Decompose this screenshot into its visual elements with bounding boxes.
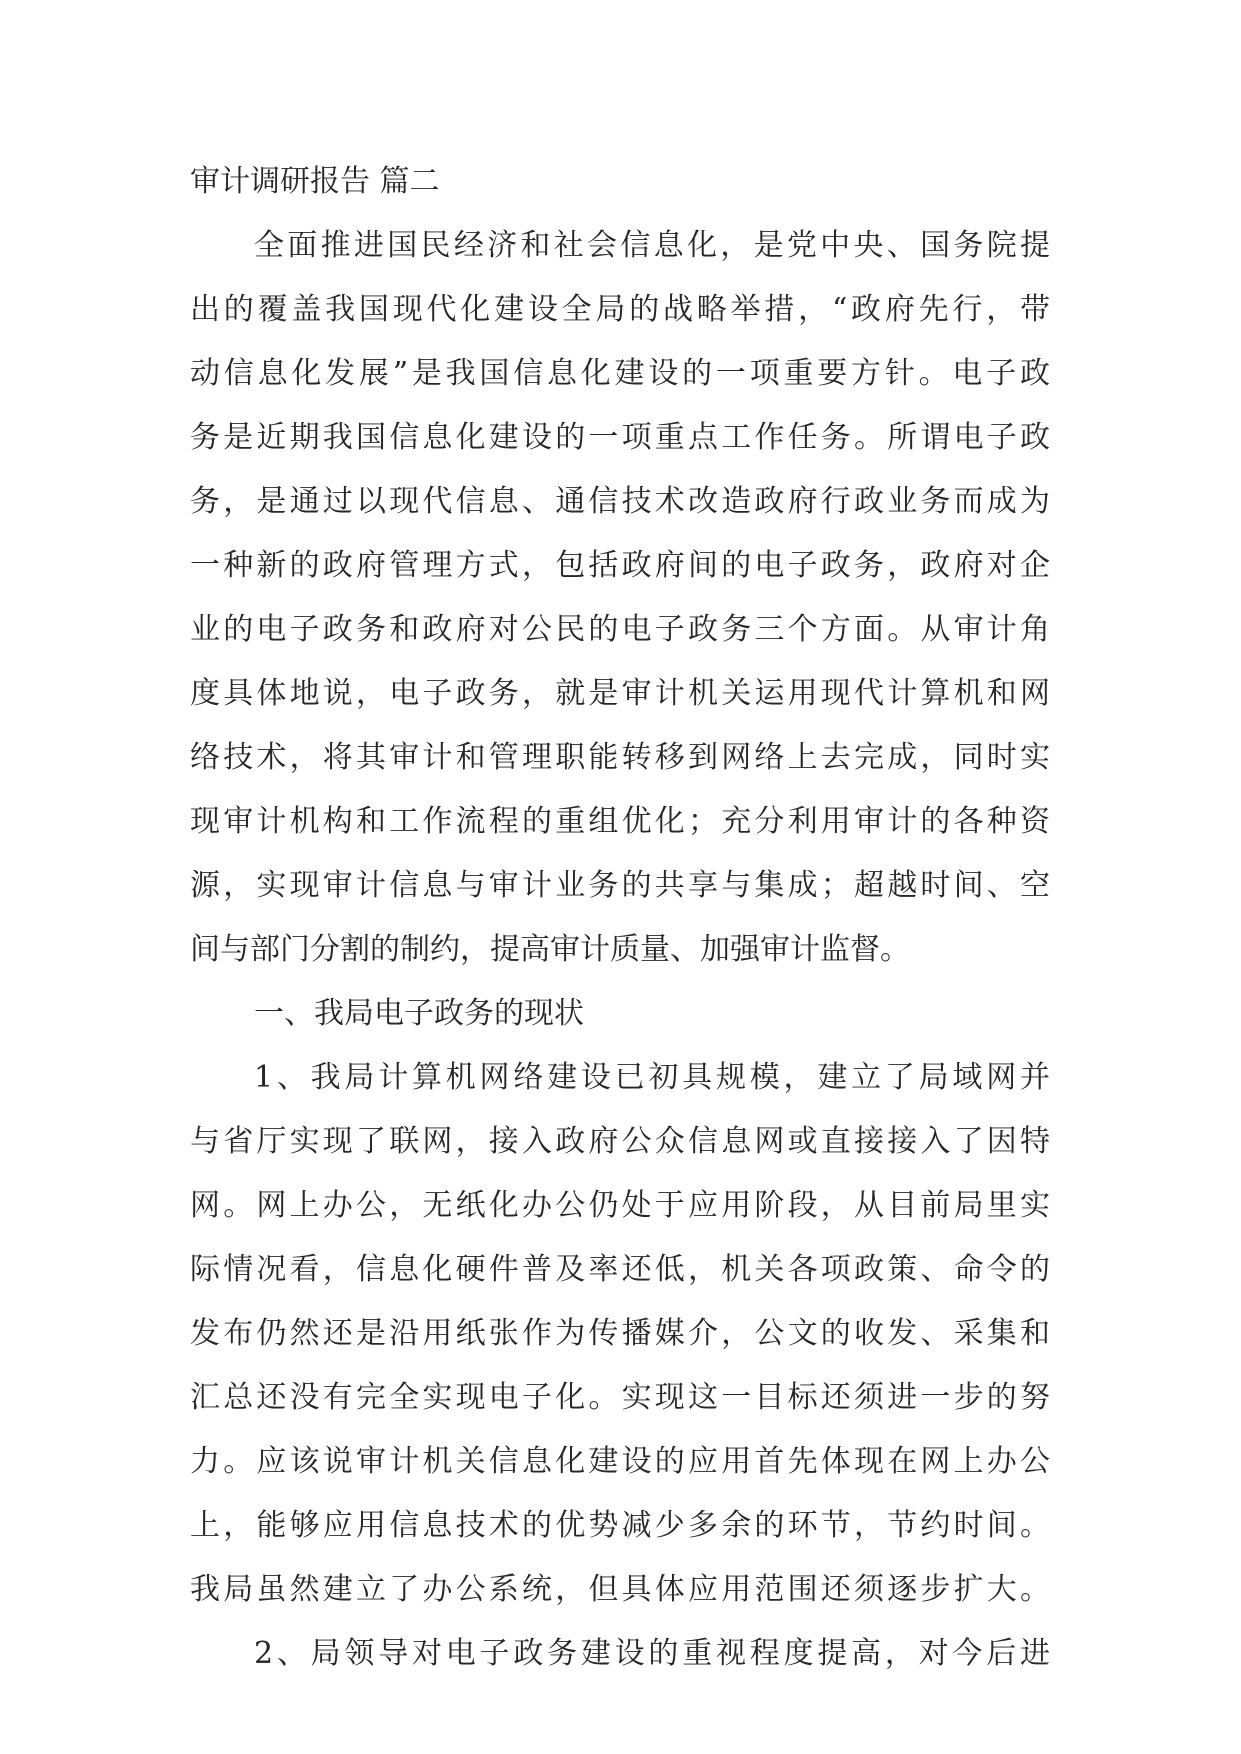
paragraph-line: 务，是通过以现代信息、通信技术改造政府行政业务而成为 bbox=[190, 484, 1050, 519]
paragraph-line: 与省厅实现了联网，接入政府公众信息网或直接接入了因特 bbox=[190, 1124, 1050, 1159]
paragraph-line: 力。应该说审计机关信息化建设的应用首先体现在网上办公 bbox=[190, 1444, 1050, 1479]
paragraph-line: 我局虽然建立了办公系统，但具体应用范围还须逐步扩大。 bbox=[190, 1572, 1050, 1607]
paragraph-line: 务是近期我国信息化建设的一项重点工作任务。所谓电子政 bbox=[190, 420, 1050, 455]
paragraph-line: 业的电子政务和政府对公民的电子政务三个方面。从审计角 bbox=[190, 612, 1050, 647]
paragraph-line: 汇总还没有完全实现电子化。实现这一目标还须进一步的努 bbox=[190, 1380, 1050, 1415]
paragraph-line: 全面推进国民经济和社会信息化，是党中央、国务院提 bbox=[254, 228, 1050, 263]
paragraph-line: 间与部门分割的制约，提高审计质量、加强审计监督。 bbox=[190, 932, 910, 967]
paragraph-line: 发布仍然还是沿用纸张作为传播媒介，公文的收发、采集和 bbox=[190, 1316, 1050, 1351]
paragraph-line: 2、局领导对电子政务建设的重视程度提高，对今后进 bbox=[254, 1636, 1050, 1671]
paragraph-line: 度具体地说，电子政务，就是审计机关运用现代计算机和网 bbox=[190, 676, 1050, 711]
paragraph-line: 动信息化发展”是我国信息化建设的一项重要方针。电子政 bbox=[190, 356, 1050, 391]
section-heading: 一、我局电子政务的现状 bbox=[254, 996, 584, 1031]
paragraph-line: 上，能够应用信息技术的优势减少多余的环节，节约时间。 bbox=[190, 1508, 1050, 1543]
paragraph-line: 络技术，将其审计和管理职能转移到网络上去完成，同时实 bbox=[190, 740, 1050, 775]
document-body bbox=[190, 150, 1050, 1686]
paragraph-line: 际情况看，信息化硬件普及率还低，机关各项政策、命令的 bbox=[190, 1252, 1050, 1287]
paragraph-line: 源，实现审计信息与审计业务的共享与集成；超越时间、空 bbox=[190, 868, 1050, 903]
paragraph-line: 一种新的政府管理方式，包括政府间的电子政务，政府对企 bbox=[190, 548, 1050, 583]
document-title: 审计调研报告 篇二 bbox=[190, 164, 440, 199]
paragraph-line: 1、我局计算机网络建设已初具规模，建立了局域网并 bbox=[254, 1060, 1050, 1095]
paragraph-line: 出的覆盖我国现代化建设全局的战略举措，“政府先行，带 bbox=[190, 292, 1050, 327]
paragraph-line: 网。网上办公，无纸化办公仍处于应用阶段，从目前局里实 bbox=[190, 1188, 1050, 1223]
paragraph-line: 现审计机构和工作流程的重组优化；充分利用审计的各种资 bbox=[190, 804, 1050, 839]
